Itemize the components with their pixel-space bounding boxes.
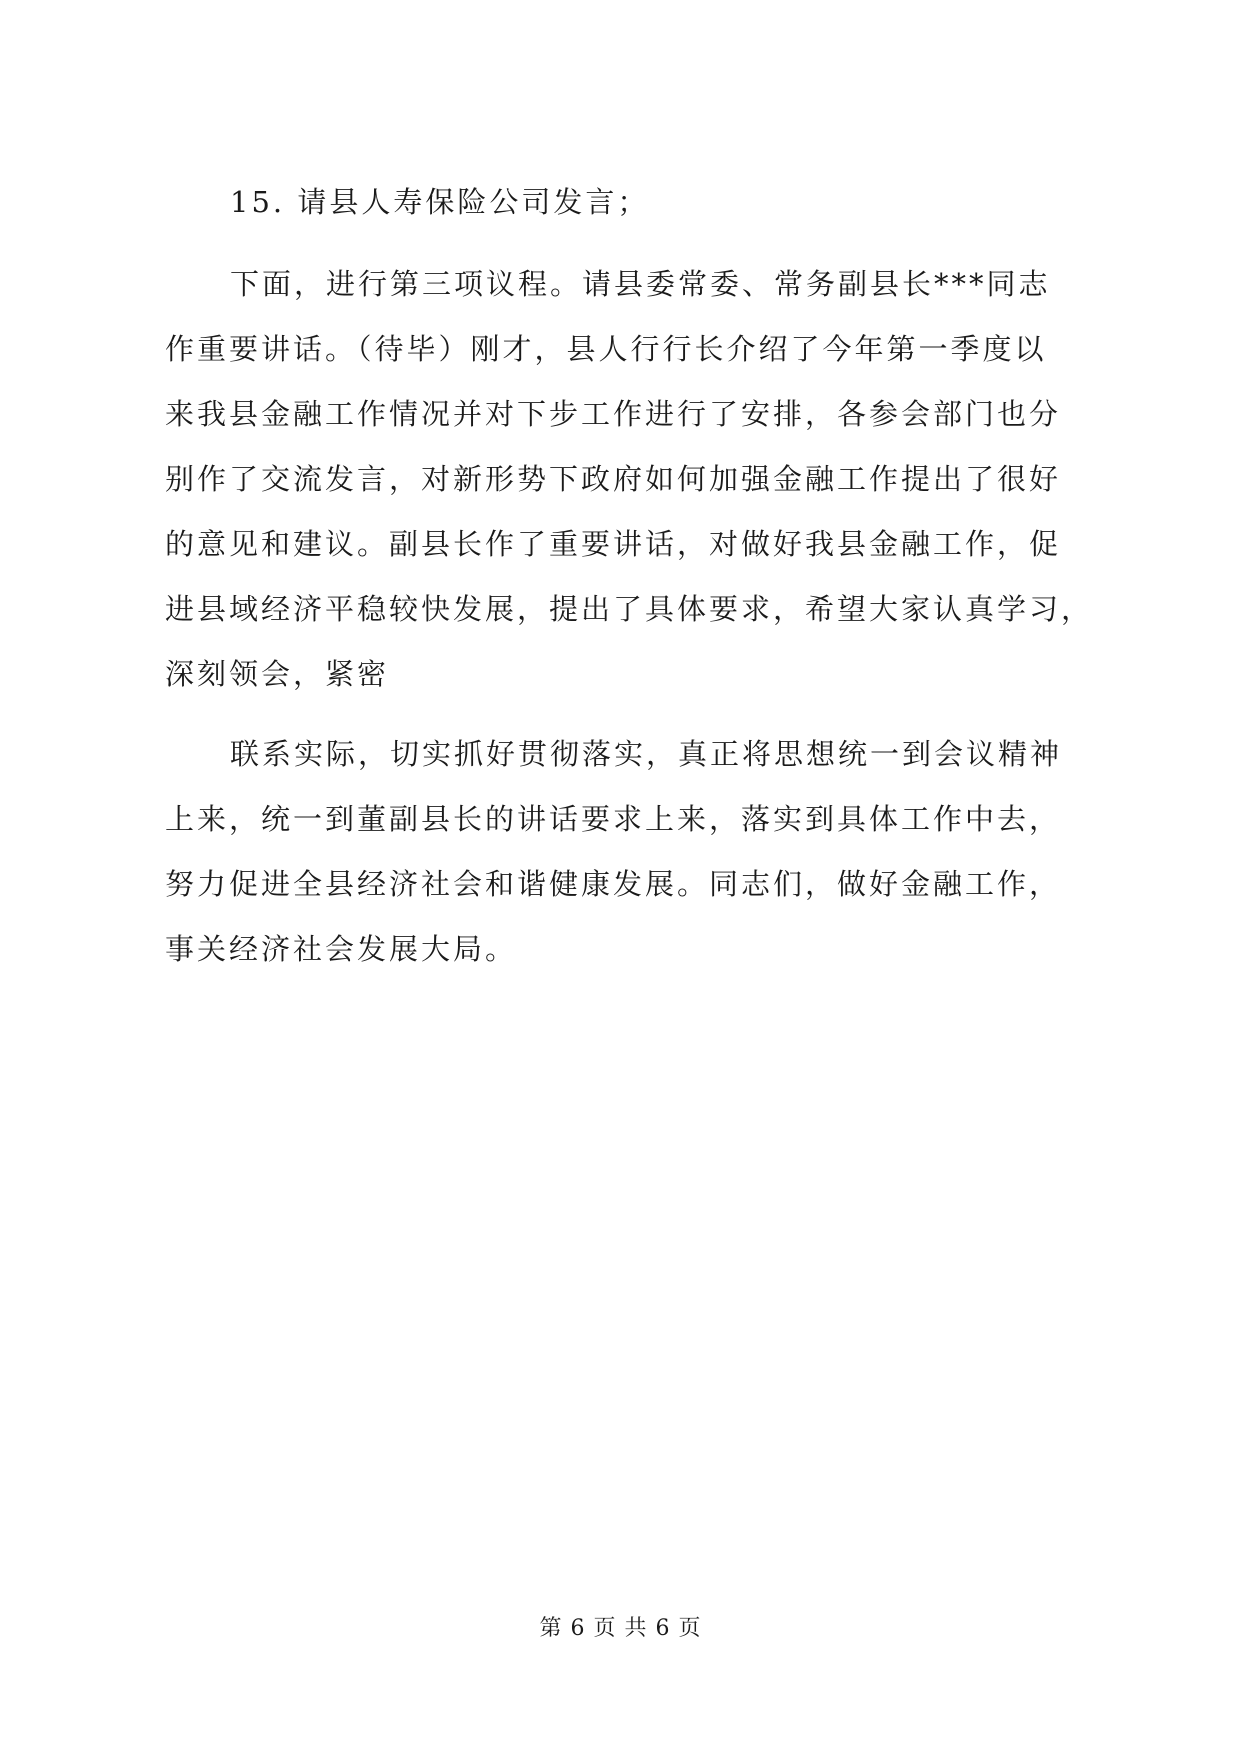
paragraph-line: 联系实际，切实抓好贯彻落实，真正将思想统一到会议精神 [230, 737, 1063, 771]
page-number-footer: 第 6 页 共 6 页 [539, 1616, 702, 1641]
paragraph-line: 别作了交流发言，对新形势下政府如何加强金融工作提出了很好 [165, 462, 1062, 496]
paragraph-line: 15. 请县人寿保险公司发言； [230, 185, 650, 219]
paragraph-line: 事关经济社会发展大局。 [165, 932, 518, 966]
paragraph-line: 的意见和建议。副县长作了重要讲话，对做好我县金融工作，促 [165, 527, 1062, 561]
paragraph-line: 作重要讲话。（待毕）刚才，县人行行长介绍了今年第一季度以 [165, 332, 1047, 366]
paragraph-line: 上来，统一到董副县长的讲话要求上来，落实到具体工作中去， [165, 802, 1062, 836]
paragraph-line: 深刻领会，紧密 [165, 657, 390, 691]
paragraph-line: 下面，进行第三项议程。请县委常委、常务副县长***同志 [230, 267, 1051, 301]
paragraph-line: 进县域经济平稳较快发展，提出了具体要求，希望大家认真学习， [165, 592, 1094, 626]
paragraph-line: 努力促进全县经济社会和谐健康发展。同志们，做好金融工作， [165, 867, 1062, 901]
paragraph-line: 来我县金融工作情况并对下步工作进行了安排，各参会部门也分 [165, 397, 1062, 431]
